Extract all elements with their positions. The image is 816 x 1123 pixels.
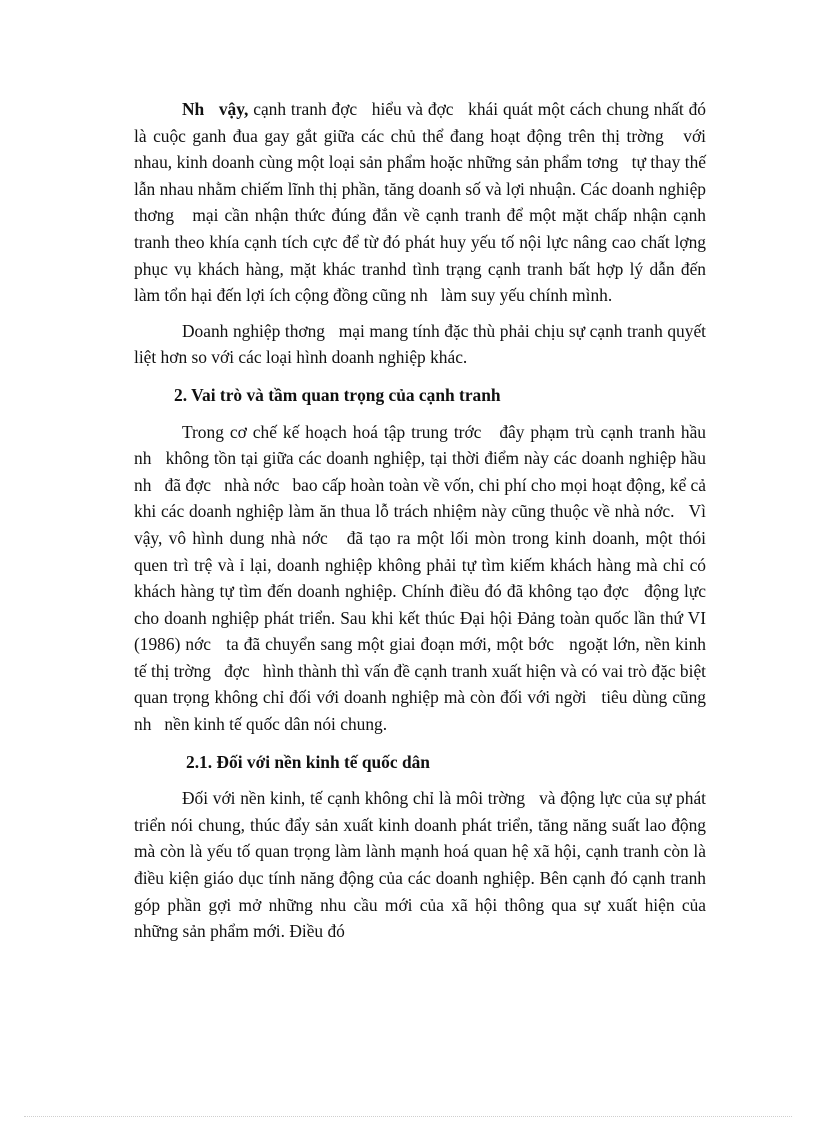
document-page (134, 96, 720, 945)
paragraph-1 (134, 96, 720, 309)
paragraph-3: Trong cơ chế kế hoạch hoá tập trung trớc đây phạm trù cạnh tranh hầu nh không tồn tại giữa các doanh nghiệp, tại thời điểm này các doanh nghiệp hầu nh đã đợc nhà nớc bao cấp hoàn toàn về vốn, chi phí cho mọi hoạt động, kể cả khi các doanh nghiệp làm ăn thua lỗ trách nhiệm này cũng thuộc về nhà nớc. Vì vậy, vô hình dung nhà nớc đã tạo ra một lối mòn trong kinh doanh, một thói quen trì trệ và ỉ lại, doanh nghiệp không phải tự tìm kiếm khách hàng mà chỉ có khách hàng tự tìm đến doanh nghiệp. Chính điều đó đã không tạo đợc động lực cho doanh nghiệp phát triển. Sau khi kết thúc Đại hội Đảng toàn quốc lần thứ VI (1986) nớc ta đã chuyển sang một giai đoạn mới, một bớc ngoặt lớn, nền kinh tế thị trờng đợc hình thành thì vấn đề cạnh tranh xuất hiện và có vai trò đặc biệt quan trọng không chỉ đối với doanh nghiệp mà còn đối với ngời tiêu dùng cũng nh nền kinh tế quốc dân nói chung. (134, 421, 711, 735)
paragraph-1-text: cạnh tranh đợc hiểu và đợc khái quát một cách chung nhất đó là cuộc ganh đua gay gắt giữa các chủ thể đang hoạt động trên thị trờng với nhau, kinh doanh cùng một loại sản phẩm hoặc những sản phẩm tơng tự thay thế lẫn nhau nhằm chiếm lĩnh thị phần, tăng doanh số và lợi nhuận. Các doanh nghiệp thơng mại cần nhận thức đúng đắn về cạnh tranh để một mặt chấp nhận cạnh tranh theo khía cạnh tích cực để từ đó phát huy yếu tố nội lực nâng cao chất lợng phục vụ khách hàng, mặt khác tranhd tình trạng cạnh tranh bất hợp lý dẫn đến làm tổn hại đến lợi ích cộng đồng cũng nh làm suy yếu chính mình. (134, 99, 720, 306)
paragraph-4: Đối với nền kinh, tế cạnh không chỉ là môi trờng và động lực của sự phát triển nói chung, thúc đẩy sản xuất kinh doanh phát triển, tăng năng suất lao động mà còn là yếu tố quan trọng làm lành mạnh hoá quan hệ xã hội, cạnh tranh còn là điều kiện giáo dục tính năng động của các doanh nghiệp. Bên cạnh đó cạnh tranh góp phần gợi mở những nhu cầu mới của xã hội thông qua sự xuất hiện của những sản phẩm mới. Điều đó (134, 788, 711, 942)
paragraph-2: Doanh nghiệp thơng mại mang tính đặc thù phải chịu sự cạnh tranh quyết liệt hơn so với các loại hình doanh nghiệp khác. (134, 320, 711, 368)
section-heading-2: 2. Vai trò và tầm quan trọng của cạnh tranh (174, 384, 501, 405)
paragraph-1-lead: Nh vậy, (182, 99, 249, 119)
subsection-heading-2-1: 2.1. Đối với nền kinh tế quốc dân (186, 751, 430, 772)
page-bottom-divider (24, 1116, 792, 1117)
